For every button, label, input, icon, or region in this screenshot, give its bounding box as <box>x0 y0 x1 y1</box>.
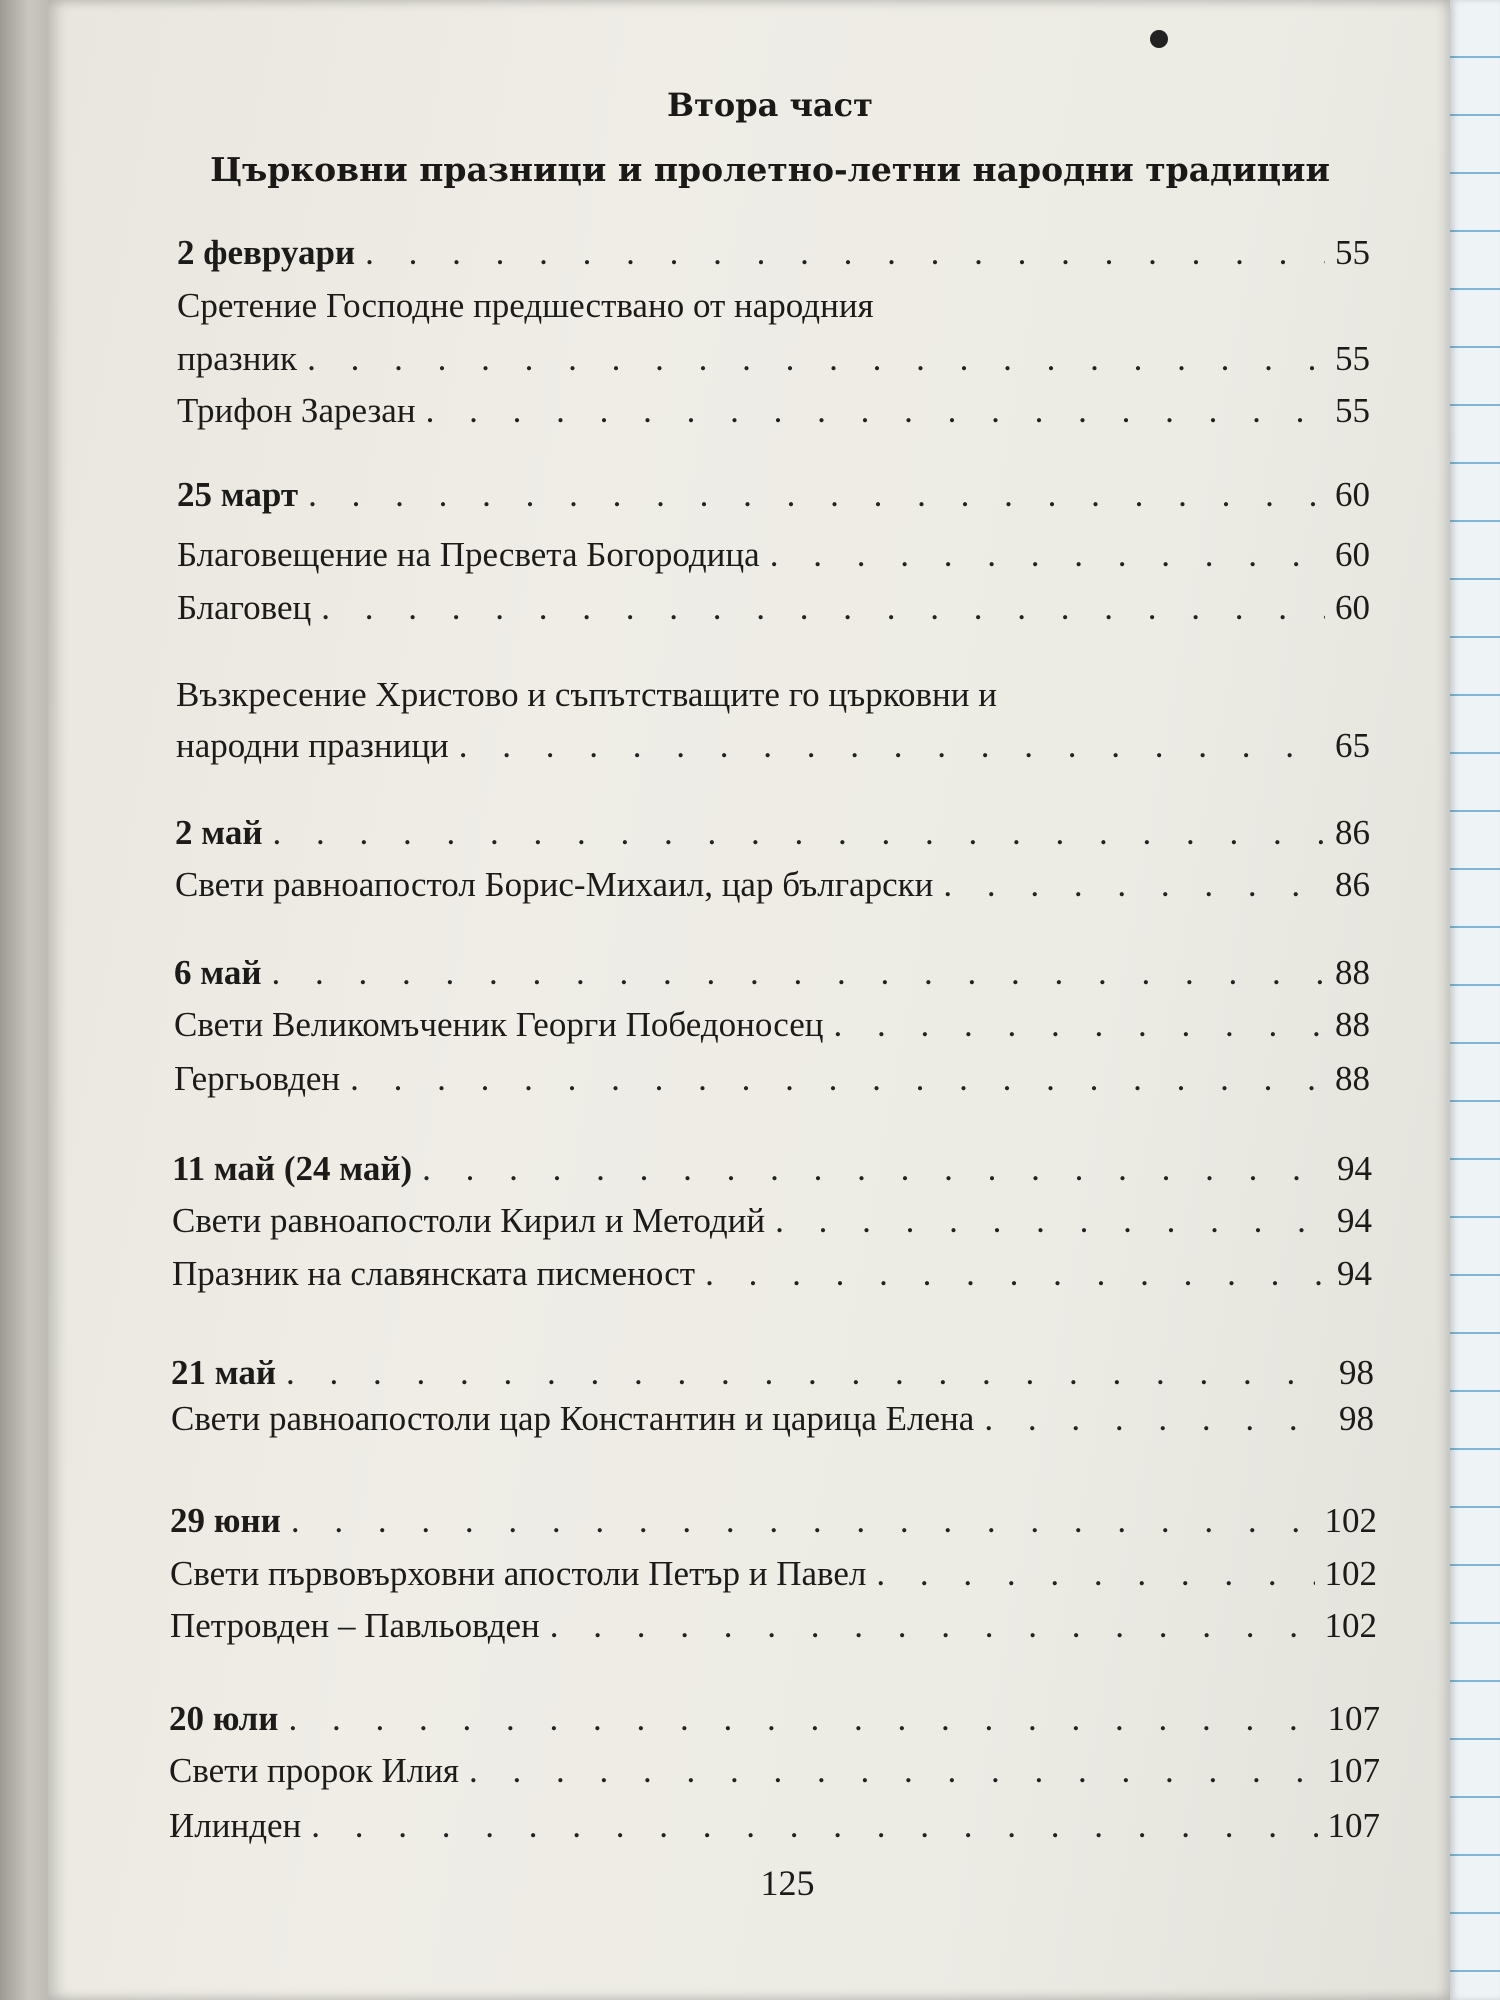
toc-entry <box>177 474 1370 516</box>
toc-entry-page: 88 <box>1335 1005 1370 1044</box>
toc-entry-title: Свети първовърховни апостоли Петър и Павел <box>170 1554 867 1593</box>
dot-leader <box>291 1500 1315 1542</box>
toc-entry-title: празник <box>177 339 298 378</box>
toc-entry-page: 102 <box>1324 1501 1377 1540</box>
toc-entry <box>170 1500 1377 1542</box>
toc-entry-page: 55 <box>1335 339 1370 378</box>
toc-entry-page: 86 <box>1335 865 1370 904</box>
toc-entry-title: 2 февруари <box>177 233 356 272</box>
toc-entry <box>176 725 1370 767</box>
dot-leader <box>365 232 1325 274</box>
toc-entry-page: 65 <box>1335 726 1370 765</box>
toc-entry <box>175 864 1370 906</box>
dot-leader <box>288 1698 1317 1740</box>
dot-leader <box>833 1004 1325 1046</box>
toc-entry-title: Свети Великомъченик Георги Победоносец <box>174 1005 824 1044</box>
dot-leader <box>705 1253 1327 1295</box>
toc-entry-title: Трифон Зарезан <box>177 391 416 430</box>
toc-entry-title: Благовец <box>177 588 312 627</box>
dot-leader <box>943 864 1325 906</box>
dot-leader <box>550 1605 1315 1647</box>
toc-entry <box>172 1253 1372 1295</box>
toc-entry <box>170 1605 1377 1647</box>
toc-entry-title: Свети равноапостоли цар Константин и царица Елена <box>171 1399 975 1438</box>
dot-leader <box>469 1750 1317 1792</box>
dot-leader <box>426 390 1325 432</box>
toc-entry-title: Илинден <box>169 1806 302 1845</box>
toc-entry-title: Сретение Господне предшествано от народния <box>177 286 874 325</box>
dot-leader <box>321 587 1325 629</box>
toc-entry-page: 107 <box>1327 1806 1380 1845</box>
toc-entry-page: 98 <box>1339 1399 1374 1438</box>
toc-entry-page: 102 <box>1324 1554 1377 1593</box>
toc-entry <box>170 1553 1377 1595</box>
dot-leader <box>984 1398 1329 1440</box>
toc-entry <box>175 812 1370 854</box>
dot-leader <box>308 474 1325 516</box>
toc-entry-page: 94 <box>1337 1149 1372 1188</box>
toc-entry <box>169 1750 1380 1792</box>
dot-leader <box>350 1058 1325 1100</box>
dot-leader <box>272 952 1325 994</box>
toc-entry <box>177 338 1370 380</box>
toc-entry-page: 98 <box>1339 1353 1374 1392</box>
toc-entry <box>174 1058 1370 1100</box>
dot-leader <box>307 338 1325 380</box>
toc-entry-page: 86 <box>1335 813 1370 852</box>
toc-entry <box>169 1805 1380 1847</box>
toc-entry-page: 102 <box>1324 1606 1377 1645</box>
toc-entry-title: Възкресение Христово и съпътстващите го църковни и <box>176 675 997 714</box>
dot-leader <box>286 1352 1329 1394</box>
toc-entry-page: 60 <box>1335 535 1370 574</box>
dot-leader <box>876 1553 1314 1595</box>
toc-entry <box>174 952 1370 994</box>
dot-leader <box>770 534 1325 576</box>
dot-leader <box>422 1148 1327 1190</box>
toc-entry <box>171 1352 1374 1394</box>
toc-entry-title: Празник на славянската писменост <box>172 1254 696 1293</box>
toc-entry-page: 107 <box>1327 1699 1380 1738</box>
toc-entry-page: 88 <box>1335 1059 1370 1098</box>
toc-entry-page: 60 <box>1335 475 1370 514</box>
toc-entry-page: 60 <box>1335 588 1370 627</box>
toc-entry-page: 107 <box>1327 1751 1380 1790</box>
toc-entry-title: 21 май <box>171 1353 277 1392</box>
toc-entry-page: 88 <box>1335 953 1370 992</box>
part-title: Втора част <box>667 86 873 124</box>
toc-entry-title: 29 юни <box>170 1501 281 1540</box>
toc-entry-title: Гергьовден <box>174 1059 341 1098</box>
dot-leader <box>459 725 1325 767</box>
part-subtitle: Църковни празници и пролетно-летни народни традиции <box>210 150 1330 189</box>
dot-leader <box>273 812 1325 854</box>
toc-entry <box>171 1398 1374 1440</box>
toc-entry-title: 11 май (24 май) <box>172 1149 413 1188</box>
toc-entry-page: 55 <box>1335 391 1370 430</box>
toc-entry <box>177 534 1370 576</box>
toc-entry-title: народни празници <box>176 726 449 765</box>
toc-entry-title: Свети пророк Илия <box>169 1751 460 1790</box>
toc-entry <box>172 1200 1372 1242</box>
toc-entry-title: Петровден – Павльовден <box>170 1606 540 1645</box>
toc-entry-title: 2 май <box>175 813 263 852</box>
toc-entry <box>177 390 1370 432</box>
toc-entry-title: Свети равноапостол Борис-Михаил, цар български <box>175 865 934 904</box>
toc-entry-title: Благовещение на Пресвета Богородица <box>177 535 760 574</box>
toc-entry-page: 94 <box>1337 1201 1372 1240</box>
dot-leader <box>311 1805 1317 1847</box>
dot-leader <box>775 1200 1327 1242</box>
toc-entry-title: 20 юли <box>169 1699 279 1738</box>
toc-entry <box>177 587 1370 629</box>
toc-entry-title: 25 март <box>177 475 299 514</box>
toc-entry <box>172 1148 1372 1190</box>
toc-entry-page: 55 <box>1335 233 1370 272</box>
toc-entry-title: Свети равноапостоли Кирил и Методий <box>172 1201 766 1240</box>
toc-entry-page: 94 <box>1337 1254 1372 1293</box>
toc-entry <box>177 232 1370 274</box>
toc-entry <box>174 1004 1370 1046</box>
toc-entry <box>169 1698 1380 1740</box>
toc-entry-title: 6 май <box>174 953 262 992</box>
page-number: 125 <box>760 1863 815 1903</box>
